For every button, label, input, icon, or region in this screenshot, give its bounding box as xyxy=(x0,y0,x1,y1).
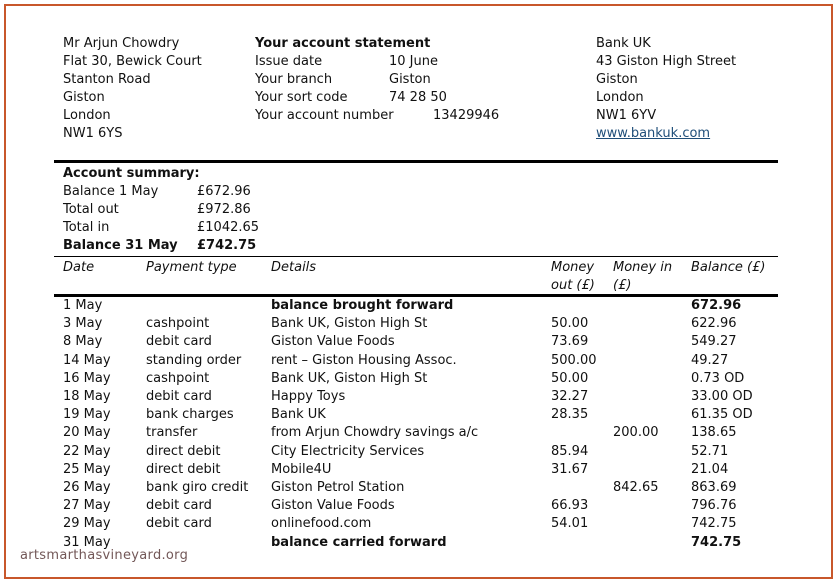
address-line: Giston xyxy=(63,90,105,105)
cell-date: 18 May xyxy=(63,389,111,404)
cell-balance: 0.73 OD xyxy=(691,370,745,386)
summary-label: Total out xyxy=(63,202,119,217)
cell-details: Bank UK, Giston High St xyxy=(271,316,428,332)
header-date: Date xyxy=(63,260,95,275)
bank-website-link[interactable]: www.bankuk.com xyxy=(596,126,711,141)
header-payment-type: Payment type xyxy=(146,260,237,275)
table-row xyxy=(0,443,839,461)
bank-line: NW1 6YV xyxy=(596,108,657,123)
cell-payment-type: debit card xyxy=(146,498,212,514)
watermark: artsmarthasvineyard.org xyxy=(20,548,189,563)
cell-details: Bank UK, Giston High St xyxy=(271,370,428,386)
cell-payment-type: bank giro credit xyxy=(146,480,249,495)
header-money-in: Money in xyxy=(613,260,673,275)
cell-money-out: 73.69 xyxy=(551,334,589,350)
header-details: Details xyxy=(271,260,317,275)
table-row xyxy=(0,515,839,533)
cell-money-out: 85.94 xyxy=(551,443,589,459)
cell-details: from Arjun Chowdry savings a/c xyxy=(271,425,479,441)
header-money-in-unit: (£) xyxy=(613,278,632,293)
bank-line: London xyxy=(596,90,644,105)
cell-payment-type: bank charges xyxy=(146,407,234,423)
table-row xyxy=(0,479,839,497)
summary-title: Account summary: xyxy=(63,166,200,181)
summary-label: Total in xyxy=(63,220,110,235)
cell-balance: 49.27 xyxy=(691,352,729,368)
cell-details: Giston Value Foods xyxy=(271,334,395,350)
cell-date: 19 May xyxy=(63,407,111,423)
field-value: 10 June xyxy=(389,54,438,69)
cell-money-in: 842.65 xyxy=(613,480,659,495)
address-line: NW1 6YS xyxy=(63,126,123,141)
cell-payment-type: direct debit xyxy=(146,443,221,459)
cell-payment-type: cashpoint xyxy=(146,316,210,332)
cell-money-out: 54.01 xyxy=(551,516,589,532)
summary-value: £672.96 xyxy=(197,184,251,199)
cell-balance: 61.35 OD xyxy=(691,407,753,423)
bank-line: 43 Giston High Street xyxy=(596,54,737,69)
cell-date: 8 May xyxy=(63,334,103,350)
cell-details: rent – Giston Housing Assoc. xyxy=(271,352,457,368)
cell-balance: 863.69 xyxy=(691,480,737,495)
cell-date: 26 May xyxy=(63,480,111,495)
cell-payment-type: cashpoint xyxy=(146,370,210,386)
summary-label: Balance 31 May xyxy=(63,238,178,253)
cell-balance: 52.71 xyxy=(691,443,729,459)
cell-details: Happy Toys xyxy=(271,389,346,404)
cell-money-out: 50.00 xyxy=(551,370,589,386)
field-value: Giston xyxy=(389,72,431,87)
field-label: Your sort code xyxy=(255,90,348,105)
cell-payment-type: debit card xyxy=(146,389,212,404)
header-balance: Balance (£) xyxy=(691,260,766,275)
cell-money-out: 32.27 xyxy=(551,389,589,404)
customer-name: Mr Arjun Chowdry xyxy=(63,36,180,51)
field-label: Issue date xyxy=(255,54,323,69)
statement-title: Your account statement xyxy=(255,36,431,51)
cell-payment-type: direct debit xyxy=(146,461,221,477)
field-label: Your branch xyxy=(255,72,333,87)
divider xyxy=(54,256,778,257)
cell-date: 16 May xyxy=(63,370,111,386)
cell-date: 25 May xyxy=(63,461,111,477)
cell-money-out: 66.93 xyxy=(551,498,589,514)
cell-date: 1 May xyxy=(63,298,103,313)
table-row xyxy=(0,388,839,406)
cell-date: 20 May xyxy=(63,425,111,441)
cell-payment-type: debit card xyxy=(146,516,212,532)
cell-details: onlinefood.com xyxy=(271,516,372,532)
cell-balance: 742.75 xyxy=(691,516,737,532)
cell-money-out: 50.00 xyxy=(551,316,589,332)
header-money-out-unit: out (£) xyxy=(551,278,595,293)
field-value: 13429946 xyxy=(433,108,500,123)
cell-balance: 549.27 xyxy=(691,334,737,350)
cell-money-out: 28.35 xyxy=(551,407,589,423)
cell-date: 14 May xyxy=(63,352,111,368)
field-value: 74 28 50 xyxy=(389,90,447,105)
header-money-out: Money xyxy=(551,260,595,275)
cell-money-out: 500.00 xyxy=(551,352,597,368)
divider xyxy=(54,160,778,163)
table-row xyxy=(0,497,839,515)
cell-details: balance carried forward xyxy=(271,534,447,550)
cell-payment-type: transfer xyxy=(146,425,198,441)
table-row xyxy=(0,370,839,388)
cell-details: Mobile4U xyxy=(271,461,332,477)
cell-details: balance brought forward xyxy=(271,298,454,313)
table-row xyxy=(0,352,839,370)
cell-details: Giston Petrol Station xyxy=(271,480,405,495)
bank-line: Bank UK xyxy=(596,36,651,51)
address-line: Flat 30, Bewick Court xyxy=(63,54,202,69)
field-label: Your account number xyxy=(255,108,394,123)
cell-date: 31 May xyxy=(63,534,111,550)
cell-balance: 672.96 xyxy=(691,298,742,313)
cell-balance: 33.00 OD xyxy=(691,389,753,404)
summary-value: £972.86 xyxy=(197,202,251,217)
table-row xyxy=(0,424,839,442)
cell-balance: 796.76 xyxy=(691,498,737,514)
address-line: London xyxy=(63,108,111,123)
bank-line: Giston xyxy=(596,72,638,87)
address-line: Stanton Road xyxy=(63,72,151,87)
summary-value: £1042.65 xyxy=(197,220,260,235)
cell-payment-type: debit card xyxy=(146,334,212,350)
cell-money-in: 200.00 xyxy=(613,425,659,441)
table-row xyxy=(0,315,839,333)
cell-balance: 622.96 xyxy=(691,316,737,332)
cell-balance: 742.75 xyxy=(691,534,742,550)
cell-details: City Electricity Services xyxy=(271,443,425,459)
summary-label: Balance 1 May xyxy=(63,184,159,199)
cell-details: Bank UK xyxy=(271,407,326,423)
summary-value: £742.75 xyxy=(197,238,257,253)
cell-date: 3 May xyxy=(63,316,103,332)
cell-balance: 138.65 xyxy=(691,425,737,441)
cell-payment-type: standing order xyxy=(146,352,242,368)
table-row xyxy=(0,406,839,424)
cell-date: 27 May xyxy=(63,498,111,514)
cell-money-out: 31.67 xyxy=(551,461,589,477)
cell-details: Giston Value Foods xyxy=(271,498,395,514)
cell-date: 29 May xyxy=(63,516,111,532)
cell-balance: 21.04 xyxy=(691,461,729,477)
table-row xyxy=(0,333,839,351)
cell-date: 22 May xyxy=(63,443,111,459)
table-row xyxy=(0,461,839,479)
table-row xyxy=(0,297,839,315)
